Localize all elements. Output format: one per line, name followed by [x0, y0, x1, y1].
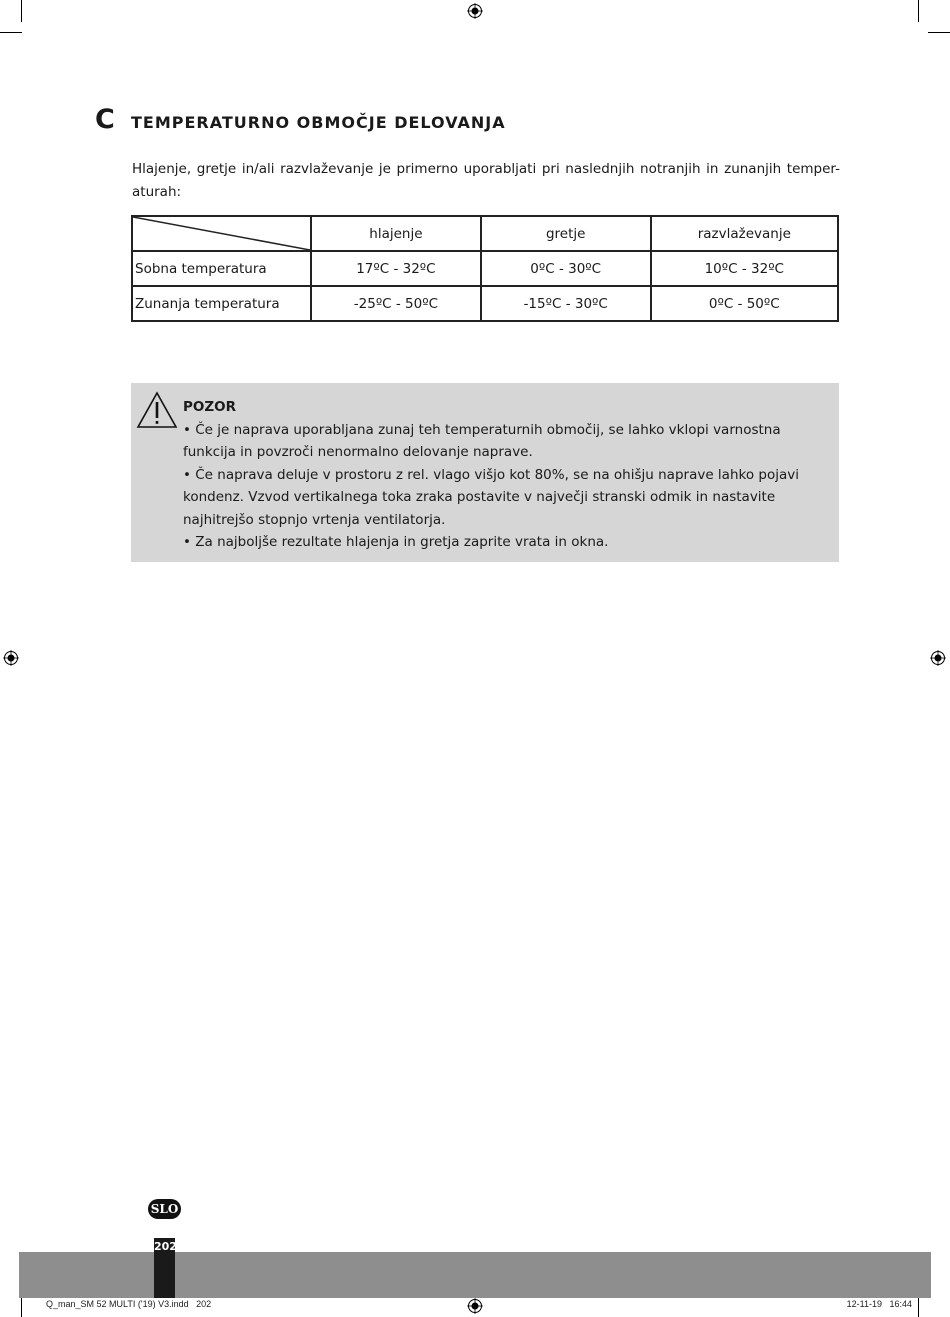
table-cell: 0ºC - 30ºC [481, 251, 651, 286]
crop-mark [21, 0, 22, 22]
diagonal-line [133, 217, 310, 250]
crop-mark [0, 32, 22, 33]
column-header: razvlaževanje [651, 216, 838, 251]
table-cell: -15ºC - 30ºC [481, 286, 651, 321]
intro-paragraph: Hlajenje, gretje in/ali razvlaževanje je primerno uporabljati pri naslednjih notranjih in zunanjih temper-aturah: [132, 161, 840, 200]
table-cell: 10ºC - 32ºC [651, 251, 838, 286]
table-cell: 0ºC - 50ºC [651, 286, 838, 321]
warning-title: POZOR [183, 399, 237, 415]
row-label: Zunanja temperatura [132, 286, 311, 321]
warning-text [183, 396, 833, 554]
table-row [132, 286, 838, 321]
temperature-range-table [131, 215, 839, 322]
crop-mark [918, 1295, 919, 1317]
section-title: TEMPERATURNO OBMOČJE DELOVANJA [131, 113, 506, 132]
warning-box [131, 383, 839, 562]
table-cell: 17ºC - 32ºC [311, 251, 481, 286]
registration-mark-icon [930, 650, 946, 666]
registration-mark-icon [467, 1298, 483, 1314]
registration-mark-icon [467, 3, 483, 19]
page-number: 202 [154, 1240, 177, 1253]
table-cell: -25ºC - 50ºC [311, 286, 481, 321]
table-header-row [132, 216, 838, 251]
crop-mark [21, 1295, 22, 1317]
table-row [132, 251, 838, 286]
column-header: hlajenje [311, 216, 481, 251]
print-slug-left: Q_man_SM 52 MULTI ('19) V3.indd 202 [46, 1299, 212, 1309]
warning-triangle-icon [136, 391, 178, 429]
crop-mark [918, 0, 919, 22]
diagonal-corner-cell [132, 216, 311, 251]
warning-item: • Če je naprava uporabljana zunaj teh temperaturnih območij, se lahko vklopi varnostna funkcija in povzroči nenormalno delovanje naprave. [183, 421, 781, 460]
column-header: gretje [481, 216, 651, 251]
print-slug-right: 12-11-19 16:44 [846, 1299, 912, 1309]
warning-item: • Za najboljše rezultate hlajenja in gretja zaprite vrata in okna. [183, 534, 609, 550]
crop-mark [928, 32, 950, 33]
registration-mark-icon [3, 650, 19, 666]
warning-item: • Če naprava deluje v prostoru z rel. vlago višjo kot 80%, se na ohišju naprave lahko pojavi kondenz. Vzvod vertikalnega toka zraka postavite v največji stranski odmik in nastavite najhitrejšo stopnjo vrtenja ventilatorja. [183, 466, 799, 528]
row-label: Sobna temperatura [132, 251, 311, 286]
section-letter: C [95, 104, 115, 135]
language-badge: SLO [148, 1199, 181, 1219]
section-header [95, 104, 506, 135]
